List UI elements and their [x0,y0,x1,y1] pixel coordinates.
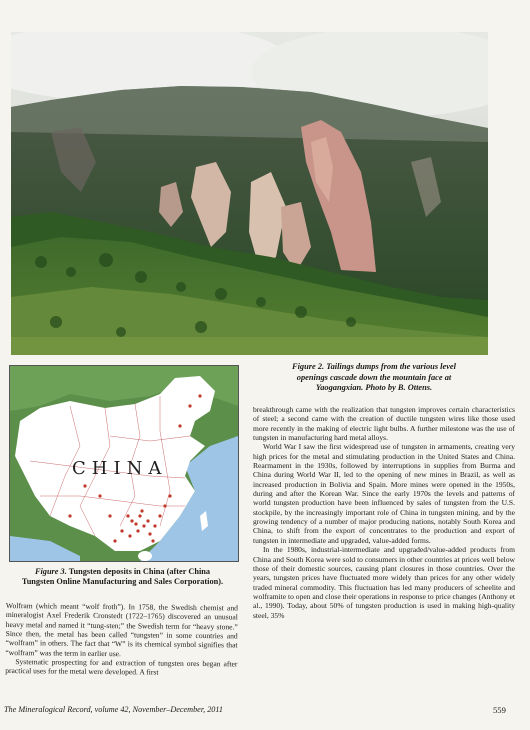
page-number: 559 [493,705,506,715]
map-country-label: CHINA [72,458,168,479]
figure-2-text: Tailings dumps from the various level openings cascade down the mountain face at Yaogangxian. Photo by B. Ottens. [296,362,456,393]
right-column-text [253,405,515,620]
left-column-text [5,601,238,678]
right-paragraph-1: breakthrough came with the realization that tungsten improves certain characteristics of steel; a second came with the creation of ductile tungsten wires like those used more recently in the making of electric light bulbs. A further milestone was the use of tungsten in manufacturing hard metal alloys. [253,405,515,443]
right-paragraph-2: World War I saw the first widespread use of tungsten in armaments, creating very high prices for the metal and stimulating production in the United States and China. Rearmament in the 1930s, followed by interruptions in supplies from Burma and China during World War II, led to the opening of new mines in Brazil, as well as increased production in Bolivia and Spain. More mines were opened in the 1950s, during and after the Korean War. Since the early 1970s the levels and patterns of world tungsten production have been influenced by sales of tungsten from the U.S. stockpile, by the increasingly important role of China in tungsten mining, and by the growing tendency of a number of major producing nations, notably South Korea and China, to shift from the export of concentrates to the production and export of tungsten in intermediate and upgraded, value-added forms. [253,442,515,545]
right-paragraph-3: In the 1980s, industrial-intermediate and upgraded/value-added products from China and South Korea were sold to consumers in other countries at prices well below those of their domestic sources, causing plant closures in those countries. Over the years, tungsten prices have fluctuated more widely than prices for any other widely traded mineral commodity. This fluctuation has led many producers of scheelite and wolframite to open and close their operations in response to price changes (Anthony et al., 1990). Today, about 50% of tungsten production is used in making high-quality steel, 35% [253,545,515,620]
figure-3-label: Figure 3. [34,567,67,576]
journal-footer: The Mineralogical Record, volume 42, November–December, 2011 [4,705,223,714]
figure-3-caption [20,567,225,588]
figure-2-caption [284,362,464,394]
figure-2-label: Figure 2. [292,362,325,371]
figure-3-text: Tungsten deposits in China (after China Tungsten Online Manufacturing and Sales Corporation). [21,567,224,587]
mountain-tailings-photo [11,32,488,355]
china-tungsten-map [9,365,239,562]
left-paragraph-1: Wolfram (which meant “wolf froth”). In 1758, the Swedish chemist and mineralogist Axel Frederik Cronstedt (1722–1765) discovered an unusual heavy metal and named it “tung-sten;” the Swedish term for “heavy stone.” Since then, the metal has been called “tungsten” in some countries and “wolfram” in others. The fact that “W” is its chemical symbol signifies that “wolfram” was the term in earlier use. [5,601,238,658]
left-paragraph-2: Systematic prospecting for and extraction of tungsten ores began after practical uses for the metal were developed. A first [5,657,238,678]
